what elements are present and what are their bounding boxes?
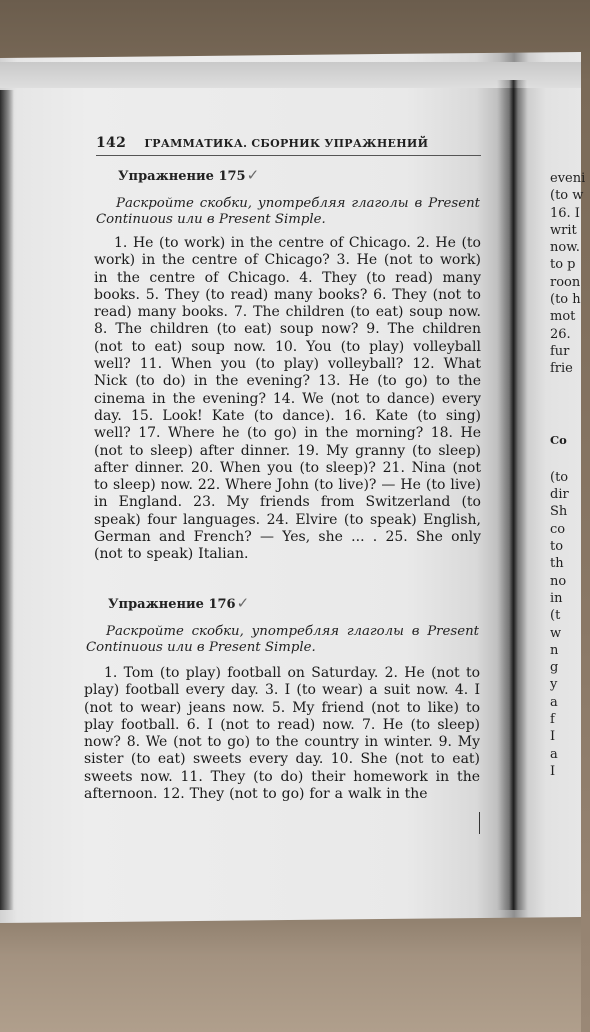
right-line: (to h — [550, 292, 581, 308]
right-line: f — [550, 712, 555, 728]
right-page-fragments — [550, 170, 590, 780]
right-line: frie — [550, 361, 573, 377]
right-line: now. — [550, 240, 580, 256]
right-line: co — [550, 521, 566, 537]
exercise-176-instruction: Раскройте скобки, употребляя глаголы в Present Continuous или в Present Simple. — [86, 624, 479, 655]
right-line: to — [550, 539, 564, 555]
right-line: writ — [550, 222, 577, 238]
right-line: I — [550, 729, 556, 745]
running-title: ГРАММАТИКА. СБОРНИК УПРАЖНЕНИЙ — [144, 137, 429, 150]
right-line: g — [550, 660, 559, 676]
page-number: 142 — [96, 135, 127, 151]
right-line: 16. I — [550, 205, 580, 221]
right-line: (to w — [550, 188, 584, 204]
right-line: mot — [550, 309, 576, 325]
right-line: (t — [550, 608, 561, 624]
pen-mark — [479, 812, 480, 834]
exercise-175-text: 1. He (to work) in the centre of Chicago. 2. He (to work) in the centre of Chicago? 3. He (not to work) in the centre of Chicago. 4. They (to read) many books. 5. They (to read) many books? 6. They (not to read) many books. 7. The children (to eat) soup now. 8. The children (to eat) soup now? 9. The children (not to eat) soup now. 10. You (to play) volleyball well? 11. When you (to play) volleyball? 12. What Nick (to do) in the evening? 13. He (to go) to the cinema in the evening? 14. We (not to dance) every day. 15. Look! Kate (to dance). 16. Kate (to sing) well? 17. Where he (to go) in the morning? 18. He (not to sleep) after dinner. 19. My granny (to sleep) after dinner. 20. When you (to sleep)? 21. Nina (not to sleep) now. 22. Where John (to live)? — He (to live) in England. 23. My friends from Switzerland (to speak) four languages. 24. Elvire (to speak) English, German and French? — Yes, she ... . 25. She only (not to speak) Italian. — [94, 235, 481, 563]
right-caption: Co — [550, 432, 567, 447]
desk-surface — [0, 905, 581, 1032]
exercise-175-instruction: Раскройте скобки, употребляя глаголы в Present Continuous или в Present Simple. — [96, 196, 480, 227]
exercise-176-heading — [108, 594, 249, 612]
right-line: dir — [550, 487, 569, 503]
page-left-shadow — [0, 90, 14, 910]
right-line: w — [550, 625, 562, 641]
right-line: (to — [550, 469, 569, 485]
right-line: fur — [550, 343, 570, 359]
right-line: th — [550, 556, 564, 572]
page-header — [96, 135, 496, 151]
right-line: 26. — [550, 326, 571, 342]
exercise-176-title: Упражнение 176 — [108, 597, 236, 612]
right-line: I — [550, 763, 556, 779]
header-rule — [96, 155, 481, 156]
book-gutter — [497, 80, 527, 910]
right-line: a — [550, 694, 558, 710]
right-line: eveni — [550, 171, 586, 186]
exercise-175-heading — [118, 166, 259, 184]
checkmark-icon: ✓ — [246, 166, 260, 184]
right-line: no — [550, 573, 567, 589]
page-top-edge — [0, 62, 581, 88]
right-line: in — [550, 590, 563, 606]
checkmark-icon: ✓ — [236, 594, 250, 612]
right-line: Sh — [550, 504, 568, 520]
right-line: a — [550, 746, 558, 762]
exercise-175-title: Упражнение 175 — [118, 169, 246, 184]
right-line: n — [550, 642, 559, 658]
right-line: to p — [550, 257, 576, 273]
right-line: y — [550, 677, 558, 693]
right-line: roon — [550, 274, 581, 290]
exercise-176-text: 1. Tom (to play) football on Saturday. 2. He (not to play) football every day. 3. I (to wear) a suit now. 4. I (not to wear) jeans now. 5. My friend (not to like) to play football. 6. I (not to read) now. 7. He (to sleep) now? 8. We (not to go) to the country in winter. 9. My sister (to eat) sweets every day. 10. She (not to eat) sweets now. 11. They (to do) their homework in the afternoon. 12. They (not to go) for a walk in the — [84, 665, 480, 803]
